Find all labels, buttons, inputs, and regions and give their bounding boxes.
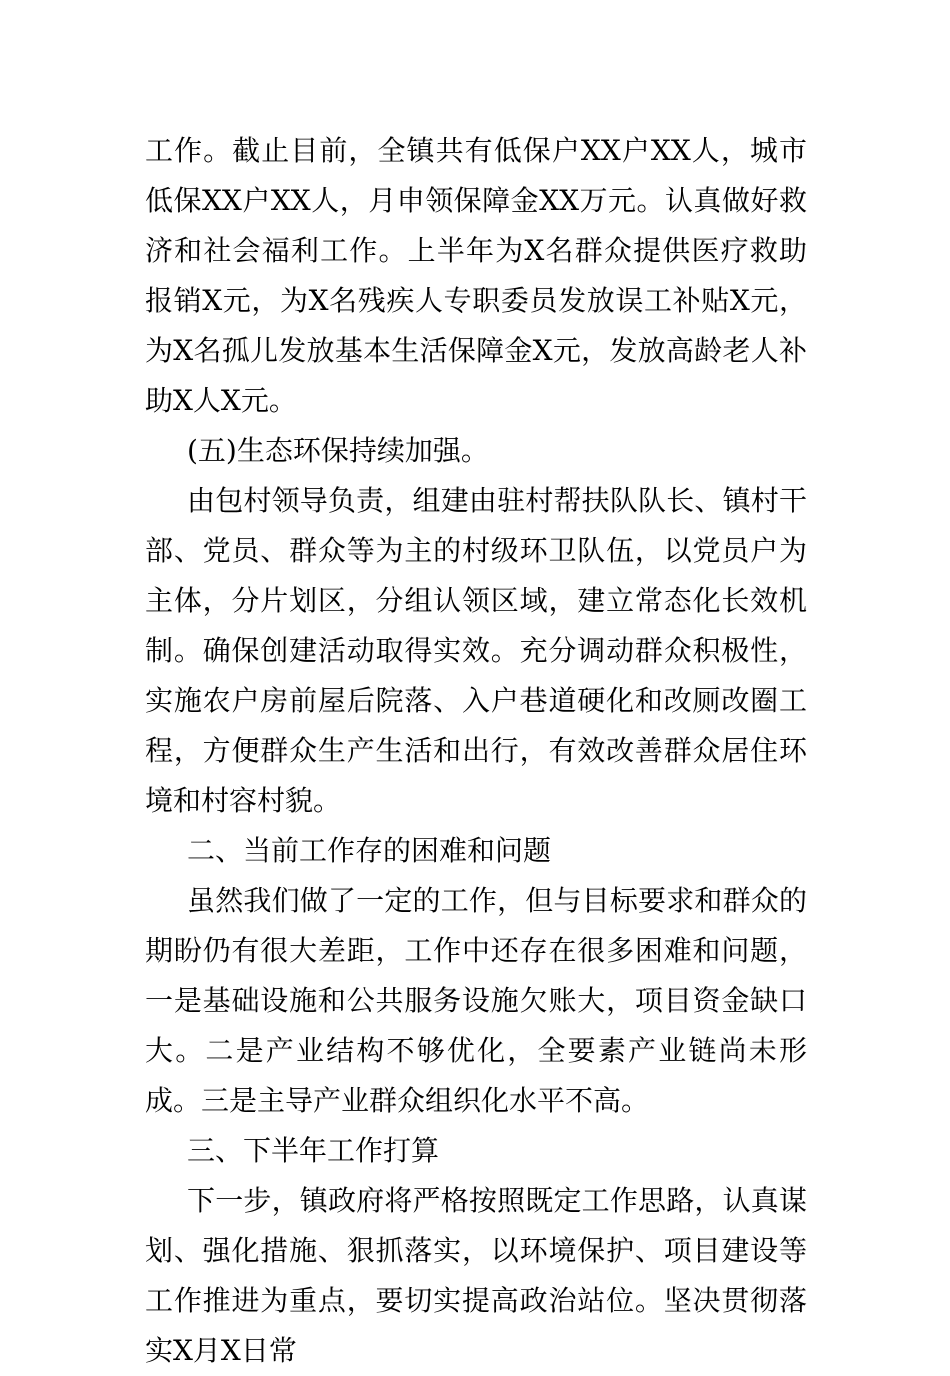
- section-heading-problems: 二、当前工作存的困难和问题: [187, 834, 552, 867]
- paragraph-ecology: 由包村领导负责，组建由驻村帮扶队队长、镇村干部、党员、群众等为主的村级环卫队伍，以党员户为主体，分片划区，分组认领区域，建立常态化长效机制。确保创建活动取得实效。充分调动群众积极性，实施农户房前屋后院落、入户巷道硬化和改厕改圈工程，方便群众生产生活和出行，有效改善群众居住环境和村容村貌。: [145, 484, 807, 817]
- paragraph-plans: 下一步，镇政府将严格按照既定工作思路，认真谋划、强化措施、狠抓落实，以环境保护、项目建设等工作推进为重点，要切实提高政治站位。坚决贯彻落实X月X日常: [145, 1184, 807, 1367]
- section-heading-plans: 三、下半年工作打算: [187, 1134, 440, 1167]
- document-page: [145, 126, 807, 1376]
- paragraph-problems: 虽然我们做了一定的工作，但与目标要求和群众的期盼仍有很大差距，工作中还存在很多困难和问题，一是基础设施和公共服务设施欠账大，项目资金缺口大。二是产业结构不够优化，全要素产业链尚未形成。三是主导产业群众组织化水平不高。: [145, 884, 807, 1117]
- paragraph-social-assistance: 工作。截止目前，全镇共有低保户XX户XX人，城市低保XX户XX人，月申领保障金XX万元。认真做好救济和社会福利工作。上半年为X名群众提供医疗救助报销X元，为X名残疾人专职委员发放误工补贴X元，为X名孤儿发放基本生活保障金X元，发放高龄老人补助X人X元。: [145, 134, 807, 417]
- section-heading-ecology: (五)生态环保持续加强。: [187, 434, 489, 467]
